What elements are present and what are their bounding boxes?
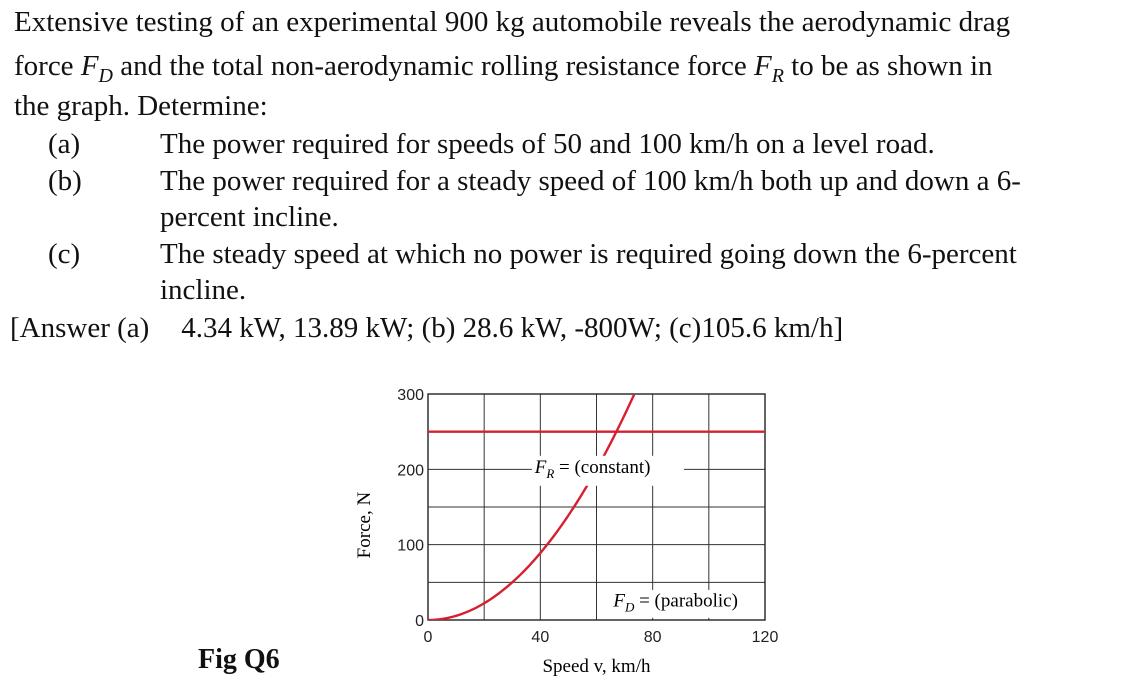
figure-label: Fig Q6 <box>198 644 280 675</box>
fr-subscript: R <box>771 65 784 87</box>
line2-text-a: force <box>14 50 81 82</box>
item-c-label: (c) <box>48 238 81 270</box>
answer-line <box>10 310 843 346</box>
item-b-label: (b) <box>48 165 82 197</box>
y-tick-label: 0 <box>415 613 424 630</box>
x-tick-label: 80 <box>643 629 662 646</box>
fd-parabolic-curve <box>428 380 726 620</box>
item-b-text-2: percent incline. <box>160 201 339 233</box>
answer-body: 4.34 kW, 13.89 kW; (b) 28.6 kW, -800W; (c)105.6 km/h] <box>181 312 844 344</box>
line2-text-b: and the total non-aerodynamic rolling resistance force <box>112 50 754 82</box>
item-a-label: (a) <box>48 128 81 160</box>
y-tick-label: 100 <box>397 537 424 555</box>
fd-subscript: D <box>98 65 113 87</box>
fr-symbol: F <box>753 50 772 82</box>
y-tick-label: 300 <box>397 387 424 404</box>
x-axis-title: Speed v, km/h <box>542 656 651 677</box>
item-a-text: The power required for speeds of 50 and 100 km/h on a level road. <box>160 128 935 160</box>
chart-grid <box>428 394 765 620</box>
y-tick-label: 200 <box>397 462 424 480</box>
problem-line-1: Extensive testing of an experimental 900 kg automobile reveals the aerodynamic drag <box>14 6 1011 38</box>
problem-line-2 <box>14 48 993 87</box>
fr-series-label: $F_R$ = (constant) <box>534 457 651 482</box>
x-tick-label: 40 <box>531 629 550 646</box>
fd-symbol: F <box>80 50 99 82</box>
line2-text-c: to be as shown in <box>783 50 993 82</box>
item-c-text-2: incline. <box>160 274 247 306</box>
x-tick-label: 120 <box>751 629 779 646</box>
force-speed-chart <box>340 380 800 685</box>
item-b-text-1: The power required for a steady speed of 100 km/h both up and down a 6- <box>160 165 1021 197</box>
x-tick-label: 0 <box>423 629 433 646</box>
problem-line-3: the graph. Determine: <box>14 90 268 122</box>
y-axis-title: Force, N <box>354 491 375 559</box>
fd-series-label: $F_D$ = (parabolic) <box>613 590 738 615</box>
item-c-text-1: The steady speed at which no power is required going down the 6-percent <box>160 238 1017 270</box>
answer-prefix: [Answer (a) <box>10 312 150 344</box>
